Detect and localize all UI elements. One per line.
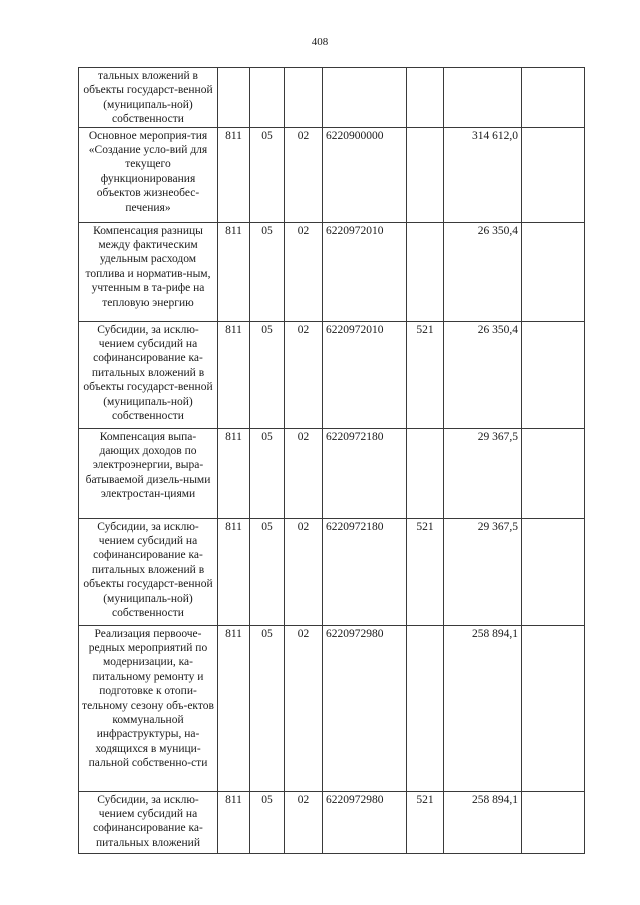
row-pr: 02 bbox=[285, 791, 323, 853]
row-pr bbox=[285, 68, 323, 128]
table-row bbox=[79, 321, 585, 428]
row-pr: 02 bbox=[285, 428, 323, 518]
table-row bbox=[79, 428, 585, 518]
row-sum: 314 612,0 bbox=[444, 127, 522, 222]
row-pr: 02 bbox=[285, 625, 323, 791]
row-pr: 02 bbox=[285, 127, 323, 222]
row-vr bbox=[407, 222, 444, 321]
row-ved: 811 bbox=[218, 625, 250, 791]
row-extra bbox=[522, 321, 585, 428]
row-name: Субсидии, за исклю-чением субсидий на софинансирование ка-питальных вложений в объекты государст-венной (муниципаль-ной) собственности bbox=[79, 321, 218, 428]
row-vr bbox=[407, 127, 444, 222]
row-ved: 811 bbox=[218, 321, 250, 428]
row-rz: 05 bbox=[250, 222, 285, 321]
row-extra bbox=[522, 68, 585, 128]
row-sum: 258 894,1 bbox=[444, 625, 522, 791]
row-vr: 521 bbox=[407, 321, 444, 428]
row-ved: 811 bbox=[218, 791, 250, 853]
row-pr: 02 bbox=[285, 222, 323, 321]
row-rz bbox=[250, 68, 285, 128]
row-vr: 521 bbox=[407, 518, 444, 625]
row-ved: 811 bbox=[218, 127, 250, 222]
row-extra bbox=[522, 625, 585, 791]
row-ved: 811 bbox=[218, 518, 250, 625]
row-name: Субсидии, за исклю-чением субсидий на софинансирование ка-питальных вложений bbox=[79, 791, 218, 853]
table-row bbox=[79, 68, 585, 128]
row-sum: 26 350,4 bbox=[444, 222, 522, 321]
row-rz: 05 bbox=[250, 625, 285, 791]
row-sum: 26 350,4 bbox=[444, 321, 522, 428]
row-name: Субсидии, за исклю-чением субсидий на софинансирование ка-питальных вложений в объекты государст-венной (муниципаль-ной) собственности bbox=[79, 518, 218, 625]
row-extra bbox=[522, 222, 585, 321]
row-rz: 05 bbox=[250, 127, 285, 222]
row-ved bbox=[218, 68, 250, 128]
table-row bbox=[79, 625, 585, 791]
budget-table bbox=[78, 67, 585, 854]
row-sum: 29 367,5 bbox=[444, 518, 522, 625]
row-name: Компенсация выпа-дающих доходов по электроэнергии, выра-батываемой дизель-ными электростан-циями bbox=[79, 428, 218, 518]
row-extra bbox=[522, 127, 585, 222]
row-csr: 6220972980 bbox=[323, 625, 407, 791]
row-csr: 6220972180 bbox=[323, 428, 407, 518]
row-csr: 6220972010 bbox=[323, 222, 407, 321]
row-rz: 05 bbox=[250, 428, 285, 518]
row-sum: 29 367,5 bbox=[444, 428, 522, 518]
row-name: Основное мероприя-тия «Создание усло-вий для текущего функционирования объектов жизнеобес-печения» bbox=[79, 127, 218, 222]
row-name: Реализация первооче-редных мероприятий по модернизации, ка-питальному ремонту и подготовке к отопи-тельному сезону объ-ектов коммунальной инфраструктуры, на-ходящихся в муници-пальной собственно-сти bbox=[79, 625, 218, 791]
row-sum bbox=[444, 68, 522, 128]
row-sum: 258 894,1 bbox=[444, 791, 522, 853]
row-name: Компенсация разницы между фактическим удельным расходом топлива и норматив-ным, учтенным в та-рифе на тепловую энергию bbox=[79, 222, 218, 321]
row-rz: 05 bbox=[250, 518, 285, 625]
row-pr: 02 bbox=[285, 321, 323, 428]
row-name: тальных вложений в объекты государст-венной (муниципаль-ной) собственности bbox=[79, 68, 218, 128]
row-vr bbox=[407, 625, 444, 791]
row-extra bbox=[522, 518, 585, 625]
row-csr: 6220972180 bbox=[323, 518, 407, 625]
row-csr bbox=[323, 68, 407, 128]
table-row bbox=[79, 222, 585, 321]
row-rz: 05 bbox=[250, 791, 285, 853]
row-csr: 6220972010 bbox=[323, 321, 407, 428]
row-pr: 02 bbox=[285, 518, 323, 625]
row-ved: 811 bbox=[218, 222, 250, 321]
row-extra bbox=[522, 791, 585, 853]
row-ved: 811 bbox=[218, 428, 250, 518]
row-vr: 521 bbox=[407, 791, 444, 853]
table-row bbox=[79, 127, 585, 222]
table-row bbox=[79, 791, 585, 853]
row-vr bbox=[407, 68, 444, 128]
row-csr: 6220972980 bbox=[323, 791, 407, 853]
page-number: 408 bbox=[311, 36, 329, 48]
row-vr bbox=[407, 428, 444, 518]
row-rz: 05 bbox=[250, 321, 285, 428]
table-row bbox=[79, 518, 585, 625]
row-csr: 6220900000 bbox=[323, 127, 407, 222]
row-extra bbox=[522, 428, 585, 518]
